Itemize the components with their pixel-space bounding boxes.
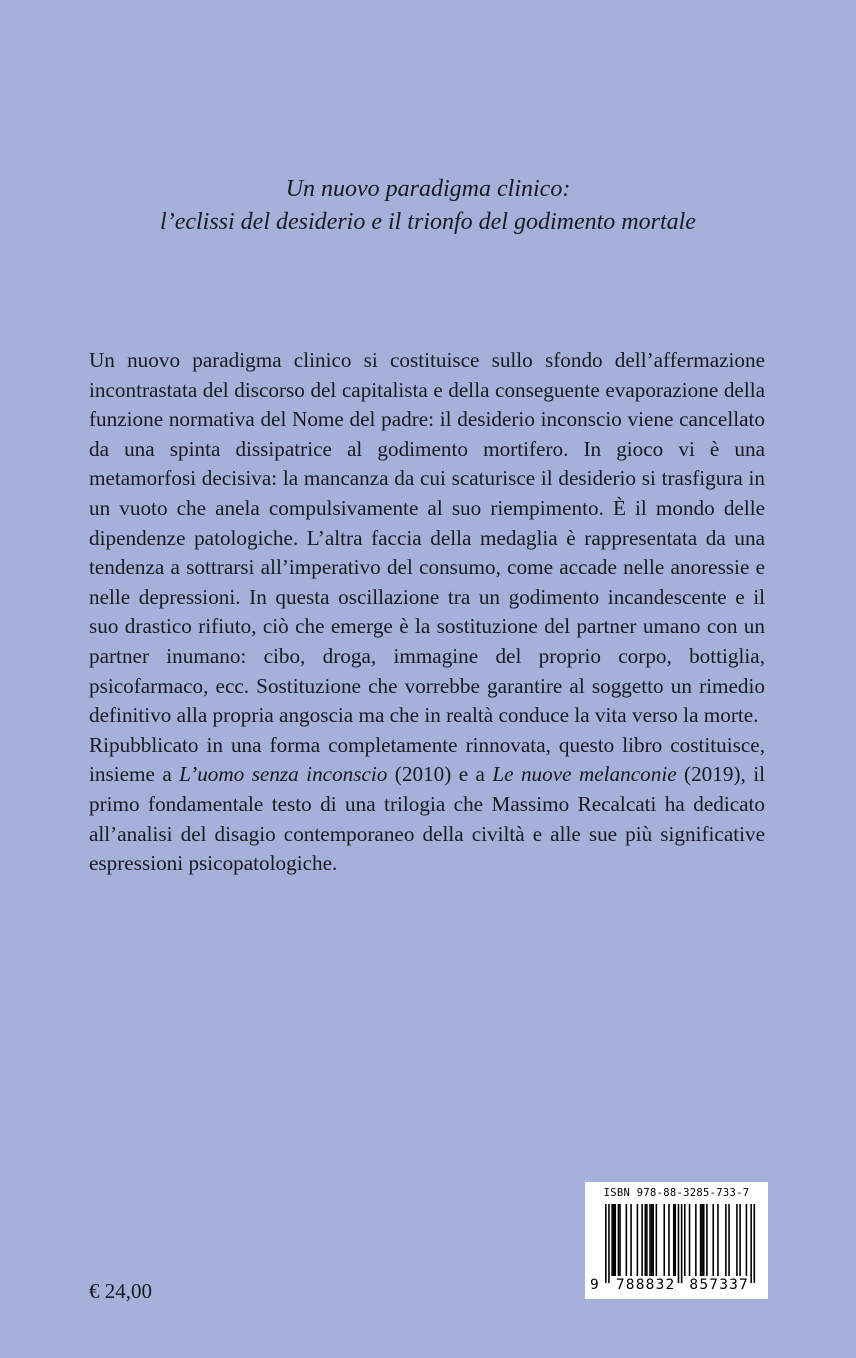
barcode-bar — [684, 1204, 686, 1276]
barcode-bar — [673, 1204, 675, 1276]
barcode-bar — [701, 1204, 703, 1276]
barcode-bar — [645, 1204, 647, 1276]
barcode-bar — [706, 1204, 708, 1276]
barcode-bar — [641, 1204, 643, 1276]
barcode-bar — [646, 1204, 648, 1276]
barcode-bar — [613, 1204, 615, 1276]
subtitle-line-2: l’eclissi del desiderio e il trionfo del godimento mortale — [160, 209, 696, 235]
barcode-bar — [681, 1204, 683, 1283]
barcode-bar — [695, 1204, 697, 1276]
blurb-text-c: (2019), il primo fondamentale testo di una trilogia che Massimo Recalcati ha dedicato all’analisi del disagio contemporaneo della civiltà e alle sue più significative espressioni psicopatologiche. — [89, 762, 765, 876]
barcode-bar — [626, 1204, 628, 1276]
price-label: € 24,00 — [89, 1279, 152, 1303]
book-title-uomo-senza-inconscio: L’uomo senza inconscio — [179, 762, 388, 787]
barcode-bar — [725, 1204, 727, 1276]
barcode-bar — [605, 1204, 607, 1283]
barcode-digits — [590, 1277, 765, 1293]
barcode-digit-first: 9 — [590, 1277, 600, 1293]
barcode-bar — [649, 1204, 651, 1276]
blurb-text-b: (2010) e a — [387, 762, 493, 787]
barcode-bar — [618, 1204, 620, 1276]
barcode-bar — [700, 1204, 702, 1276]
barcode-bar — [678, 1204, 680, 1283]
barcode-bar — [611, 1204, 613, 1276]
book-title-nuove-melanconie: Le nuove melanconie — [492, 762, 677, 787]
barcode-digit-group-right: 857337 — [689, 1277, 749, 1293]
barcode-bar — [746, 1204, 748, 1276]
book-blurb — [89, 346, 765, 879]
isbn-barcode — [585, 1182, 768, 1299]
barcode-bar — [736, 1204, 738, 1276]
barcode-bar — [739, 1204, 741, 1276]
barcode-bar — [630, 1204, 632, 1276]
barcode-bar — [712, 1204, 714, 1276]
subtitle-line-1: Un nuovo paradigma clinico: — [285, 176, 571, 202]
barcode-bar — [637, 1204, 639, 1276]
barcode-bar — [689, 1204, 691, 1276]
barcode-bar — [651, 1204, 653, 1276]
barcode-bar — [614, 1204, 616, 1276]
barcode-bar — [717, 1204, 719, 1276]
blurb-paragraph-1: Un nuovo paradigma clinico si costituisce sullo sfondo dell’affermazione incontrastata del discorso del capitalista e della conseguente evaporazione della funzione normativa del Nome del padre: il desiderio inconscio viene cancellato da una spinta dissipatrice al godimento mortifero. In gioco vi è una metamorfosi decisiva: la mancanza da cui scaturisce il desiderio si trasfigura in un vuoto che anela compulsivamente al suo riempimento. È il mondo delle dipendenze patologiche. L’altra faccia della medaglia è rappresentata da una tendenza a sottrarsi all’imperativo del consumo, come accade nelle anoressie e nelle depressioni. In questa oscillazione tra un godimento incandescente e il suo drastico rifiuto, ciò che emerge è la sostituzione del partner umano con un partner inumano: cibo, droga, immagine del proprio corpo, bottiglia, psicofarmaco, ecc. Sostituzione che vorrebbe garantire al soggetto un rimedio definitivo alla propria angoscia ma che in realtà conduce la vita verso la morte. — [89, 348, 765, 728]
blurb-text-a: Ripubblicato in una forma completamente rinnovata, questo libro costituisce, insieme a — [89, 732, 765, 787]
barcode-bar — [663, 1204, 665, 1276]
barcode-digit-group-left: 788832 — [615, 1277, 676, 1293]
barcode-bar — [652, 1204, 654, 1276]
barcode-bar — [656, 1204, 658, 1276]
barcode-bar — [675, 1204, 677, 1276]
barcode-bar — [728, 1204, 730, 1276]
barcode-bar — [750, 1204, 752, 1283]
barcode-bar — [754, 1204, 756, 1283]
barcode-bar — [668, 1204, 670, 1276]
barcode-bar — [608, 1204, 610, 1283]
barcode-bar — [619, 1204, 621, 1276]
isbn-label: ISBN 978-88-3285-733-7 — [603, 1187, 750, 1199]
barcode-bar — [703, 1204, 705, 1276]
back-cover-subtitle — [120, 173, 736, 239]
blurb-paragraph-2 — [89, 731, 765, 879]
